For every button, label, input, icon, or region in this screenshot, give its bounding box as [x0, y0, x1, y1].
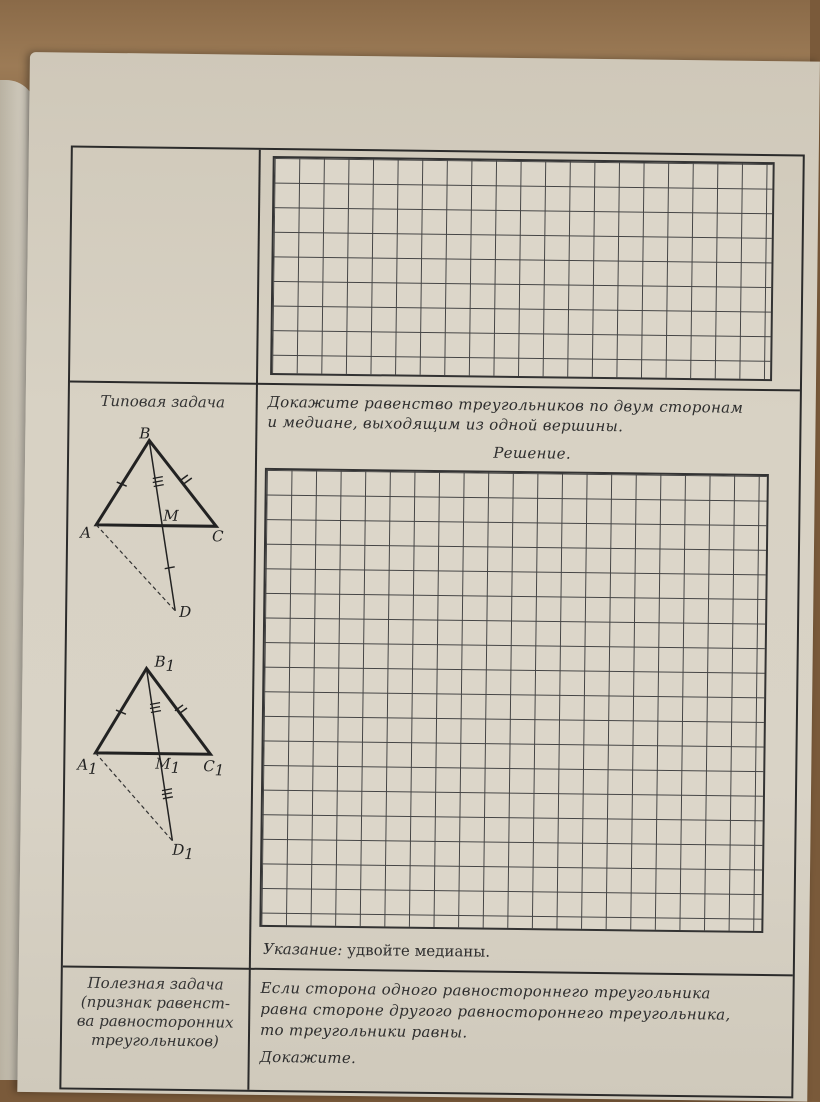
solution-grid[interactable]: [259, 468, 769, 933]
point-D1-label: D1: [172, 840, 194, 864]
point-D-label: D: [179, 602, 192, 622]
triangle-figure-1: [80, 424, 249, 622]
useful-task-label-line-4: треугольников): [90, 1030, 219, 1051]
useful-task-label-line-2: (признак равенст-: [80, 992, 231, 1013]
useful-line-2: равна стороне другого равностороннего треугольника,: [260, 999, 731, 1024]
vertex-C-label: C: [211, 527, 224, 546]
useful-task-label-line-1: Полезная задача: [87, 973, 224, 994]
point-M-label: M: [163, 506, 179, 525]
useful-task-label: [62, 973, 249, 1051]
hint-text: удвойте медианы.: [342, 940, 491, 961]
hint-prefix: Указание:: [262, 939, 343, 959]
typical-task-statement: [267, 392, 797, 438]
triangle-figure-2: [77, 648, 257, 864]
solution-title: Решение.: [493, 443, 572, 463]
answer-grid-top[interactable]: [270, 156, 775, 381]
hint: [263, 940, 490, 961]
column-divider: [247, 150, 260, 1090]
vertex-A1-label: A1: [77, 755, 98, 778]
useful-task-label-line-3: ва равносторонних: [76, 1011, 234, 1032]
typical-task-label: Типовая задача: [100, 391, 226, 412]
useful-line-1: Если сторона одного равностороннего треугольника: [260, 978, 711, 1003]
statement-line-2: и медиане, выходящим из одной вершины.: [267, 412, 624, 436]
vertex-B-label: B: [139, 424, 151, 443]
task-table: [59, 146, 804, 1099]
prove-label: Докажите.: [259, 1047, 357, 1068]
vertex-B1-label: B1: [154, 652, 176, 675]
useful-line-3: то треугольники равны.: [259, 1020, 468, 1042]
vertex-C1-label: C1: [203, 757, 225, 780]
workbook-page: [17, 52, 820, 1102]
useful-task-statement: [260, 978, 791, 1074]
vertex-A-label: A: [80, 523, 92, 542]
row-divider-1: [70, 381, 800, 392]
point-M1-label: M1: [155, 754, 181, 777]
statement-line-1: Докажите равенство треугольников по двум сторонам: [267, 392, 744, 417]
